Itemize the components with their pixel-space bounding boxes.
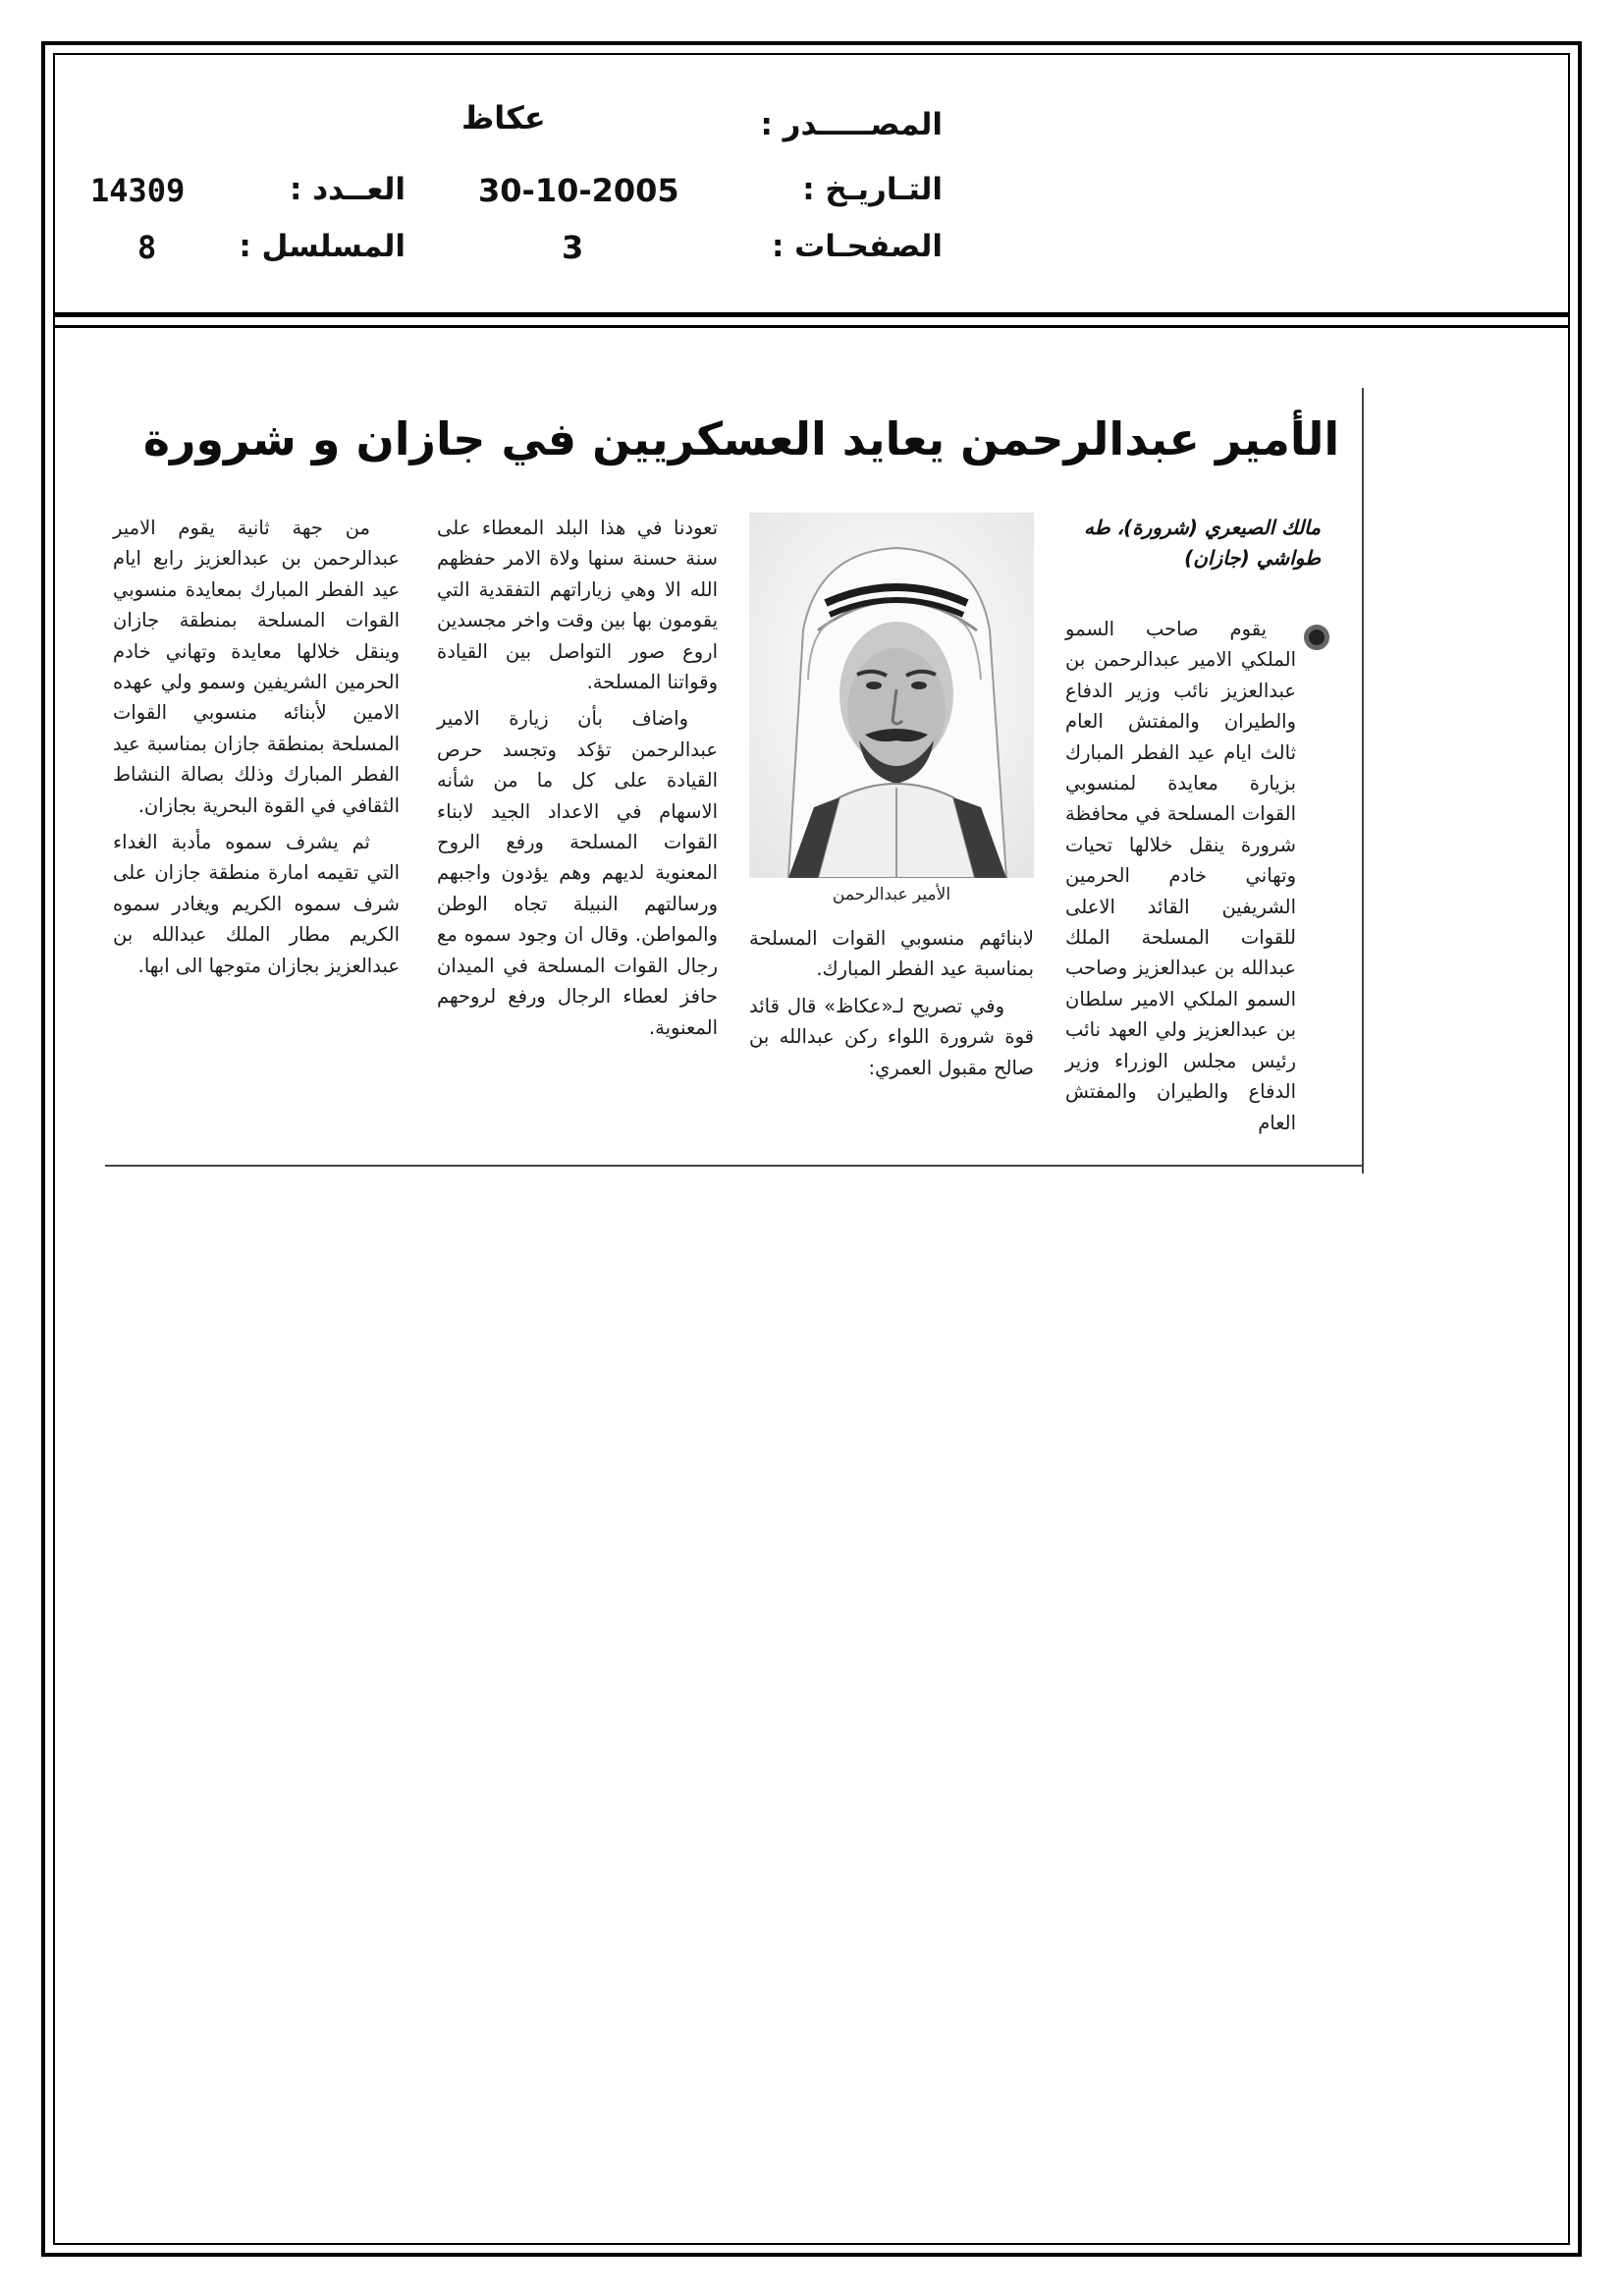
pages-label: الصفحـات :	[771, 229, 943, 264]
article-column-left	[113, 513, 400, 981]
paragraph: لابنائهم منسوبي القوات المسلحة بمناسبة عيد الفطر المبارك.	[749, 927, 1034, 981]
byline-line-1: مالك الصيعري (شرورة)، طه	[1084, 516, 1321, 539]
article-column-under-photo	[749, 923, 1034, 1083]
article-column-middle	[437, 513, 718, 1043]
paragraph: ثم يشرف سموه مأدبة الغداء التي تقيمه امارة منطقة جازان على شرف سموه الكريم ويغادر سموه الكريم مطار الملك عبدالله بن عبدالعزيز بجازان متوجها الى ابها.	[113, 831, 400, 977]
photo-caption: الأمير عبدالرحمن	[832, 885, 951, 904]
issue-label: العــدد :	[290, 172, 406, 207]
paragraph: من جهة ثانية يقوم الامير عبدالرحمن بن عبدالعزيز رابع ايام عيد الفطر المبارك بمعايدة منسوبي القوات المسلحة بمنطقة جازان وينقل خلالها معايدة وتهاني خادم الحرمين الشريفين وسمو ولي عهده الامين لأبنائه منسوبي القوات المسلحة بمنطقة جازان بمناسبة عيد الفطر المبارك وذلك بصالة النشاط الثقافي في القوة البحرية بجازان.	[113, 517, 400, 817]
byline-line-2: طواشي (جازان)	[1184, 546, 1321, 570]
article-byline	[1065, 513, 1321, 574]
inner-page-border	[53, 53, 1570, 2245]
paragraph: واضاف بأن زيارة الامير عبدالرحمن تؤكد وتجسد حرص القيادة على كل ما من شأنه الاسهام في الاعداد الجيد لابناء القوات المسلحة ورفع الروح المعنوية لديهم وهم يؤدون واجبهم ورسالتهم النبيلة تجاه الوطن والمواطن. وقال ان وجود سموه مع رجال القوات المسلحة في الميدان حافز لعطاء الرجال ورفع لروحهم المعنوية.	[437, 707, 718, 1039]
source-label: المصـــــدر :	[760, 107, 943, 142]
paragraph: وفي تصريح لـ«عكاظ» قال قائد قوة شرورة اللواء ركن عبدالله بن صالح مقبول العمري:	[749, 994, 1034, 1079]
paragraph: تعودنا في هذا البلد المعطاء على سنة حسنة سنها ولاة الامر حفظهم الله الا وهي زياراتهم التفقدية التي يقومون بها بين وقت واخر مجسدين اروع صور التواصل بين القيادة وقواتنا المسلحة.	[437, 517, 718, 694]
paragraph-bullet-icon	[1304, 625, 1329, 650]
header-divider-top	[53, 312, 1570, 317]
portrait-illustration	[749, 513, 1034, 878]
date-value: 30-10-2005	[478, 172, 679, 209]
date-label: التـاريـخ :	[802, 172, 943, 207]
article-column-right	[1065, 614, 1296, 1138]
article-headline: الأمير عبدالرحمن يعايد العسكريين في جازان و شرورة	[142, 412, 1340, 465]
clipping-right-rule	[1362, 388, 1364, 1174]
pages-value: 3	[562, 229, 584, 266]
clipping-bottom-rule	[105, 1165, 1362, 1167]
serial-value: 8	[137, 229, 157, 266]
paragraph: يقوم صاحب السمو الملكي الامير عبدالرحمن بن عبدالعزيز نائب وزير الدفاع والطيران والمفتش العام ثالث ايام عيد الفطر المبارك بزيارة معايدة لمنسوبي القوات المسلحة في محافظة شرورة ينقل خلالها تحيات وتهاني خادم الحرمين الشريفين القائد الاعلى للقوات المسلحة الملك عبدالله بن عبدالعزيز وصاحب السمو الملكي الامير سلطان بن عبدالعزيز ولي العهد نائب رئيس مجلس الوزراء وزير الدفاع والطيران والمفتش العام	[1065, 618, 1296, 1134]
prince-portrait-photo	[749, 513, 1034, 878]
issue-value: 14309	[90, 172, 186, 209]
header-divider-bottom	[53, 325, 1570, 328]
serial-label: المسلسل :	[239, 229, 406, 264]
source-value: عكاظ	[461, 99, 546, 137]
